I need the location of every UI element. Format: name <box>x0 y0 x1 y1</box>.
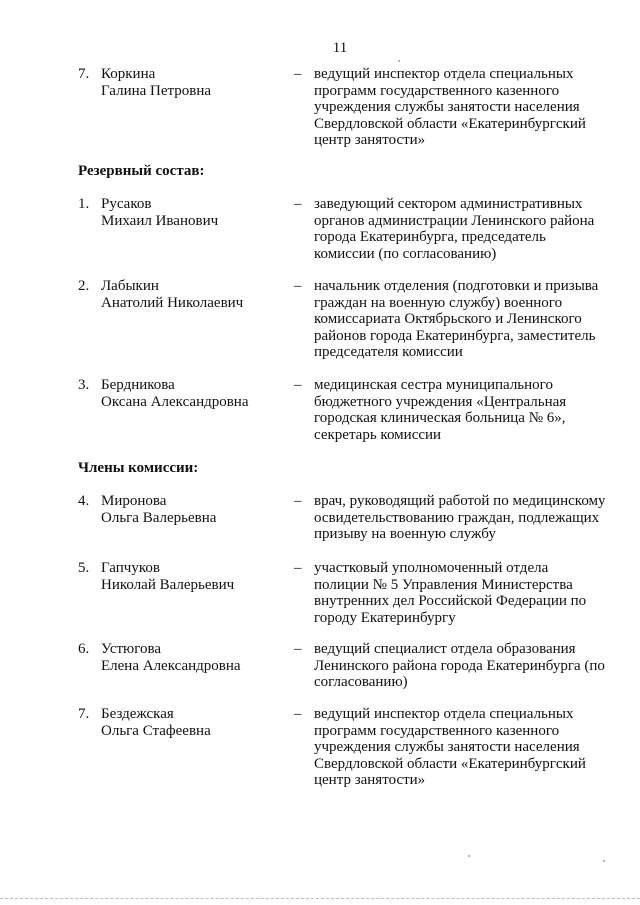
dash-separator: – <box>294 641 302 657</box>
item-number: 4. <box>78 493 90 509</box>
position-description: ведущий инспектор отдела специальных программ государственного казенного учреждения службы занятости населения Свердловской области «Екатеринбургский центр занятости» <box>314 706 586 788</box>
dash-separator: – <box>294 706 302 722</box>
position-description: участковый уполномоченный отдела полиции № 5 Управления Министерства внутренних дел Российской Федерации по городу Екатеринбургу <box>314 560 587 626</box>
person-name <box>101 66 291 99</box>
given-names: Николай Валерьевич <box>101 576 235 593</box>
given-names: Ольга Валерьевна <box>101 509 217 526</box>
scan-speck <box>603 860 605 862</box>
scan-speck <box>398 60 400 62</box>
position-description: медицинская сестра муниципального бюджетного учреждения «Центральная городская клиническая больница № 6», секретарь комиссии <box>314 377 567 443</box>
item-number: 7. <box>78 66 90 82</box>
position-description: ведущий инспектор отдела специальных программ государственного казенного учреждения службы занятости населения Свердловской области «Екатеринбургский центр занятости» <box>314 66 586 148</box>
person-name <box>101 278 291 311</box>
surname: Устюгова <box>101 641 162 657</box>
position-description: врач, руководящий работой по медицинскому освидетельствованию граждан, подлежащих призыву на военную службу <box>314 493 606 542</box>
item-number: 1. <box>78 196 90 212</box>
person-name <box>101 560 291 593</box>
person-name <box>101 196 291 229</box>
item-number: 2. <box>78 278 90 294</box>
item-number: 7. <box>78 706 90 722</box>
item-number: 5. <box>78 560 90 576</box>
section-heading-reserve: Резервный состав: <box>78 163 205 179</box>
given-names: Анатолий Николаевич <box>101 294 244 311</box>
surname: Русаков <box>101 196 152 212</box>
dash-separator: – <box>294 377 302 393</box>
given-names: Елена Александровна <box>101 657 241 674</box>
section-heading-members: Члены комиссии: <box>78 460 199 476</box>
scan-edge-line <box>0 898 640 901</box>
person-name <box>101 641 291 674</box>
position-description: заведующий сектором административных органов администрации Ленинского района города Екатеринбурга, председатель комиссии (по согласованию) <box>314 196 595 262</box>
given-names: Галина Петровна <box>101 82 212 99</box>
given-names: Оксана Александровна <box>101 393 249 410</box>
page-number: 11 <box>332 40 348 56</box>
surname: Коркина <box>101 66 156 82</box>
position-description: начальник отделения (подготовки и призыва граждан на военную службу) военного комиссариата Октябрьского и Ленинского районов города Екатеринбурга, заместитель председателя комиссии <box>314 278 599 360</box>
position-description: ведущий специалист отдела образования Ленинского района города Екатеринбурга (по согласованию) <box>314 641 605 690</box>
person-name <box>101 493 291 526</box>
dash-separator: – <box>294 493 302 509</box>
surname: Бердникова <box>101 377 175 393</box>
surname: Миронова <box>101 493 167 509</box>
given-names: Ольга Стафеевна <box>101 722 211 739</box>
dash-separator: – <box>294 560 302 576</box>
item-number: 3. <box>78 377 90 393</box>
person-name <box>101 377 291 410</box>
dash-separator: – <box>294 278 302 294</box>
person-name <box>101 706 291 739</box>
dash-separator: – <box>294 196 302 212</box>
item-number: 6. <box>78 641 90 657</box>
surname: Гапчуков <box>101 560 160 576</box>
surname: Лабыкин <box>101 278 159 294</box>
given-names: Михаил Иванович <box>101 212 219 229</box>
dash-separator: – <box>294 66 302 82</box>
scan-speck <box>468 855 470 857</box>
surname: Бездежская <box>101 706 174 722</box>
